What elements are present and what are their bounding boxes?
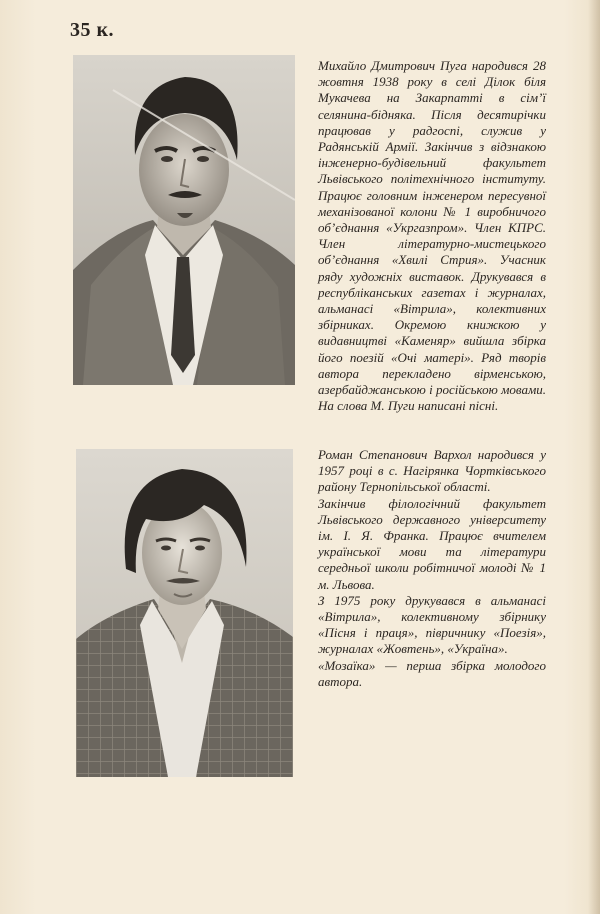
author-photo-pugha — [73, 55, 295, 385]
bio-text: Михайло Дмитрович Пуга народився 28 жовтня 1938 року в селі Ділок біля Мукачева на Закарпатті в сім’ї селянина-бідняка. Після десятирічки працював у радгоспі, служив у Радянській Армії. Закінчив з відзнакою інженерно-будівельний факультет Львівського політехнічного інституту. Працює головним інженером пересувної механізованої колони № 1 виробничого об’єднання «Укргазпром». Член КПРС. Член літературно-мистецького об’єднання «Хвилі Стрия». Учасник ряду художніх виставок. Друкувався в республіканських газетах і журналах, альманасі «Вітрила», колективних збірниках. Окремою книжкою у видавництві «Каменяр» вийшла збірка його поезій «Очі матері». Ряд творів автора перекладено вірменською, азербайджанською і російською мовами. На слова М. Пуги написані пісні. — [318, 58, 546, 414]
portrait-varkhol-image — [76, 449, 293, 777]
bio-paragraph-3: З 1975 року друкувався в альманасі «Вітрила», колективному збірнику «Пісня і праця», півричнику «Поезія», журналах «Жовтень», «Україна». — [318, 592, 546, 657]
bio-paragraph-1: Роман Степанович Вархол народився у 1957 році в с. Нагірянка Чортківського району Тернопільської області. — [318, 447, 546, 495]
price-label: 35 к. — [70, 19, 115, 41]
portrait-pugha-image — [73, 55, 295, 385]
author-photo-varkhol — [76, 449, 293, 777]
bio-paragraph-2: Закінчив філологічний факультет Львівського державного університету ім. І. Я. Франка. Працює вчителем української мови та літератури середньої школи робітничої молоді № 1 м. Львова. — [318, 495, 546, 592]
bio-paragraph-4: «Мозаїка» — перша збірка молодого автора. — [318, 657, 546, 689]
author-bio-pugha — [318, 58, 546, 414]
page-edge-shadow — [588, 0, 600, 914]
author-bio-varkhol — [318, 447, 546, 690]
